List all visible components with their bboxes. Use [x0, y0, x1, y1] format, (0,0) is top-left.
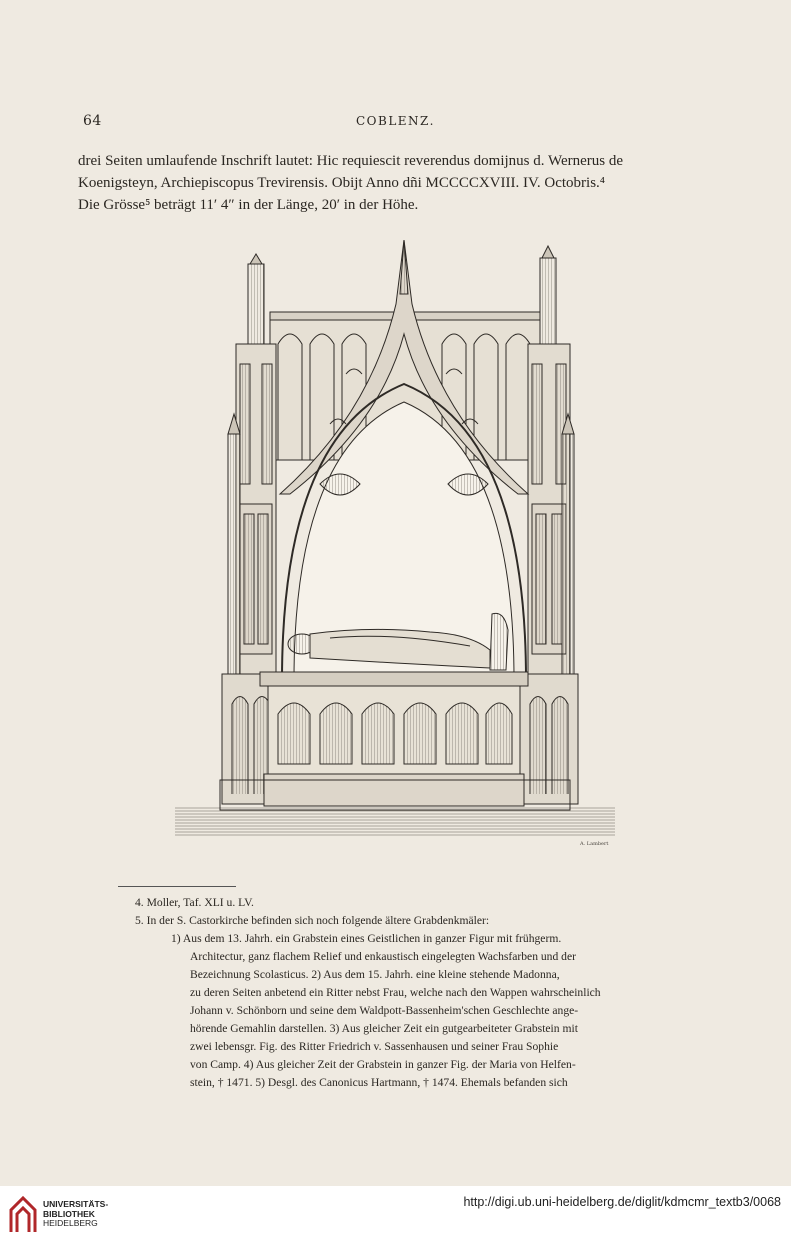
footnotes	[135, 894, 725, 1092]
footnote-line: stein, † 1471. 5) Desgl. des Canonicus Hartmann, † 1474. Ehemals befanden sich	[190, 1076, 568, 1089]
footnote-line: Johann v. Schönborn und seine dem Waldpott-Bassenheim'schen Geschlechte ange-	[190, 1004, 579, 1017]
page-number: 64	[83, 113, 102, 129]
intro-line: drei Seiten umlaufende Inschrift lautet: Hic requiescit reverendus domijnus d. Wernerus de	[78, 153, 624, 169]
footnote-4: 4. Moller, Taf. XLI u. LV.	[135, 896, 254, 909]
footnote-line: Architectur, ganz flachem Relief und enkaustisch eingelegten Wachsfarben und der	[190, 950, 576, 963]
permalink-url[interactable]: http://digi.ub.uni-heidelberg.de/diglit/kdmcmr_textb3/0068	[463, 1195, 781, 1209]
footnote-line: von Camp. 4) Aus gleicher Zeit der Grabstein in ganzer Fig. der Maria von Helfen-	[190, 1058, 576, 1071]
footnote-line: hörende Gemahlin darstellen. 3) Aus gleicher Zeit ein gutgearbeiteter Grabstein mit	[190, 1022, 578, 1035]
engraver-signature: A. Lambert	[580, 841, 609, 847]
running-title: COBLENZ.	[355, 114, 435, 128]
footnote-5: 5. In der S. Castorkirche befinden sich noch folgende ältere Grabdenkmäler:	[135, 914, 490, 927]
tomb-engraving	[170, 234, 622, 850]
library-line: BIBLIOTHEK	[43, 1208, 95, 1219]
footnote-line: zu deren Seiten anbetend ein Ritter nebst Frau, welche nach den Wappen wahrscheinlich	[190, 986, 601, 999]
library-line: UNIVERSITÄTS-	[43, 1199, 109, 1209]
footnote-line: 1) Aus dem 13. Jahrh. ein Grabstein eines Geistlichen in ganzer Figur mit frühgerm.	[171, 932, 562, 945]
intro-line: Koenigsteyn, Archiepiscopus Trevirensis. Obijt Anno dñi MCCCCXVIII. IV. Octobris.⁴	[78, 175, 606, 191]
tomb-illustration	[170, 234, 622, 850]
library-name[interactable]	[43, 1200, 108, 1229]
page-header	[83, 113, 708, 133]
viewer-footer	[0, 1186, 791, 1244]
library-line: HEIDELBERG	[43, 1218, 98, 1228]
sarcophagus	[220, 672, 570, 810]
footnote-rule	[118, 886, 236, 887]
intro-line: Die Grösse⁵ beträgt 11′ 4″ in der Länge, 20′ in der Höhe.	[78, 197, 419, 213]
intro-paragraph	[78, 150, 726, 216]
footnote-line: Bezeichnung Scolasticus. 2) Aus dem 15. Jahrh. eine kleine stehende Madonna,	[190, 968, 560, 981]
footnote-5-body	[135, 930, 725, 1092]
heidelberg-logo-icon[interactable]	[8, 1196, 38, 1234]
central-gable	[280, 240, 528, 680]
footnote-line: zwei lebensgr. Fig. des Ritter Friedrich v. Sassenhausen und seiner Frau Sophie	[190, 1040, 559, 1053]
